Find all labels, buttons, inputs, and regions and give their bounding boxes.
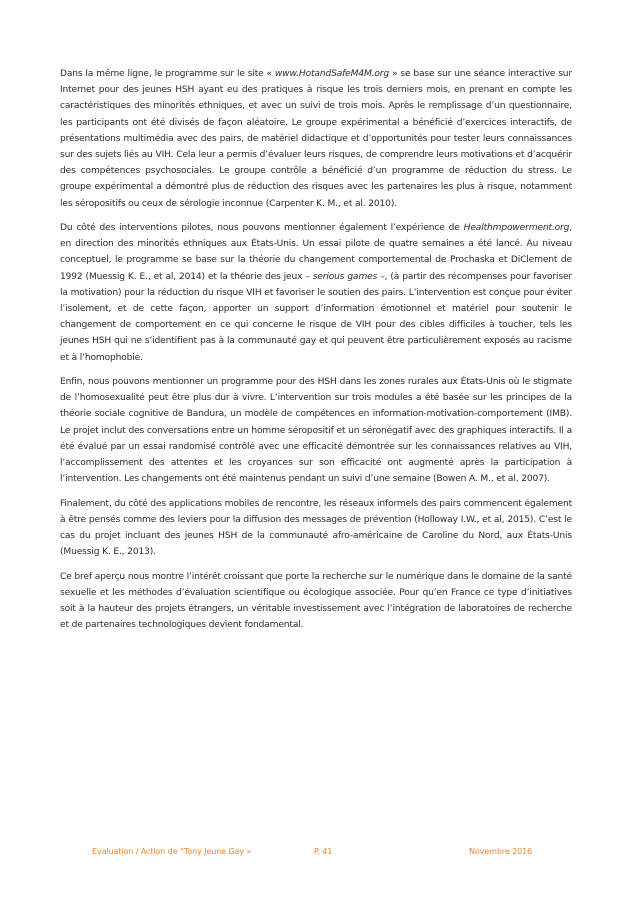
footer-date: Novembre 2016 xyxy=(469,847,533,856)
body-text xyxy=(60,66,572,642)
paragraph-5: Ce bref aperçu nous montre l’intérêt croissant que porte la recherche sur le numérique dans le domaine de la santé sexuelle et les méthodes d’évaluation scientifique ou écologique associée. Pour qu’en France ce type d’initiatives soit à la hauteur des projets étrangers, un véritable investissement avec l’intégration de laboratoires de recherche et de partenaires technologiques devient fondamental. xyxy=(60,571,572,631)
paragraph-3: Enfin, nous pouvons mentionner un programme pour des HSH dans les zones rurales aux États-Unis où le stigmate de l’homosexualité peut être plus dur à vivre. L’intervention sur trois modules a été basée sur les principes de la théorie sociale cognitive de Bandura, un modèle de compétences en information-motivation-comportement (IMB). Le projet inclut des conversations entre un homme séropositif et un séronégatif avec des graphiques interactifs. Il a été évalué par un essai randomisé contrôlé avec une efficacité démontrée sur les connaissances relatives au VIH, l’accomplissement des attentes et les croyances sur son efficacité ont augmenté après la participation à l’intervention. Les changements ont été maintenus pendant un suivi d’une semaine (Bowen A. M., et al, 2007). xyxy=(60,377,572,485)
site-name: www.HotandSafeM4M.org xyxy=(274,69,390,79)
footer-document-title: Evaluation / Action de “Tony Jeune Gay » xyxy=(92,847,252,856)
paragraph-2: Du côté des interventions pilotes, nous pouvons mentionner également l’expérience de Healthmpowerment.org, en direction des minorités ethniques aux États-Unis. Un essai pilote de quatre semaines a été lancé. Au niveau conceptuel, le programme se base sur la théorie du changement comportemental de Prochaska et DiClement de 1992 (Muessig K. E., et al, 2014) et la théorie des jeux – serious games –, (à partir des récompenses pour favoriser la motivation) pour la réduction du risque VIH et favoriser le soutien des pairs. L’intervention est conçue pour éviter l’isolement, et de cette façon, apporter un support d’information émotionnel et matériel pour soutenir le changement de comportement en ce qui concerne le risque de VIH pour des cibles difficiles à toucher, tels les jeunes HSH qui ne s’identifient pas à la communauté gay et qui peuvent être particulièrement exposés au racisme et à l’homophobie. xyxy=(60,223,572,363)
paragraph-1: Dans la même ligne, le programme sur le site « www.HotandSafeM4M.org » se base sur une séance interactive sur Internet pour des jeunes HSH ayant eu des pratiques à risque les trois derniers mois, en prenant en compte les caractéristiques des minorités ethniques, et avec un suivi de trois mois. Après le remplissage d’un questionnaire, les participants ont été divisés de façon aléatoire. Le groupe expérimental a bénéficié d’exercices interactifs, de présentations multimédia avec des pairs, de matériel didactique et d’opportunités pour tester leurs connaissances sur des sujets liés au VIH. Cela leur a permis d’évaluer leurs risques, de comprendre leurs motivations et d’acquérir des compétences psychosociales. Le groupe contrôle a bénéficié d’un programme de réduction du stress. Le groupe expérimental a démontré plus de réduction des risques avec les partenaires les plus à risque, notamment les séropositifs ou ceux de sérologie inconnue (Carpenter K. M., et al. 2010). xyxy=(60,69,572,209)
paragraph-4: Finalement, du côté des applications mobiles de rencontre, les réseaux informels des pairs commencent également à être pensés comme des leviers pour la diffusion des messages de prévention (Holloway I.W., et al, 2015). C’est le cas du projet incluant des jeunes HSH de la communauté afro-américaine de Caroline du Nord, aux États-Unis (Muessig K. E., 2013). xyxy=(60,498,572,558)
site-name: Healthmpowerment.org xyxy=(463,223,570,234)
emphasis-term: serious games xyxy=(312,271,378,282)
page-footer xyxy=(0,847,638,861)
footer-page-number: P. 41 xyxy=(314,847,333,856)
